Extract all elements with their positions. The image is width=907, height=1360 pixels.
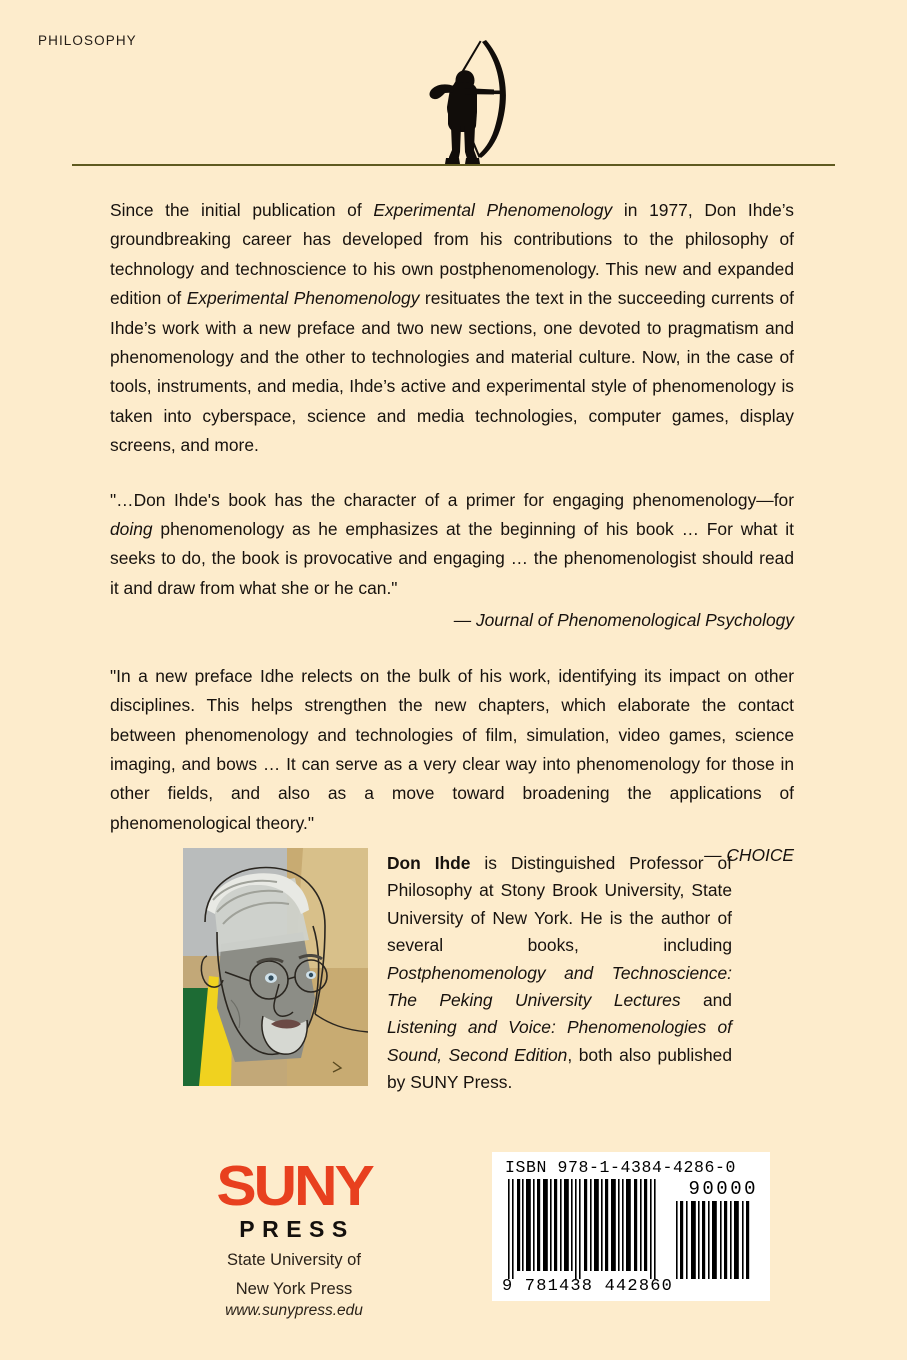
back-cover-copy bbox=[110, 196, 794, 897]
blurb-seg-2: in 1977, Don Ihde’s groundbreaking career has developed from his contributions to the philosophy of technology and technoscience to his own postphenomenology. This new and expanded edition of bbox=[110, 200, 794, 309]
ean13-bars bbox=[506, 1179, 664, 1279]
review-1-emph: doing bbox=[110, 519, 153, 540]
author-bio-seg-5: , both also published by SUNY Press. bbox=[387, 1044, 732, 1093]
author-book-title-1: Postphenomenology and Technoscience: The Peking University Lectures bbox=[387, 962, 732, 1011]
review-1-seg-0: "…Don Ihde's book has the character of a primer for engaging phenomenology—for bbox=[110, 489, 794, 510]
review-source-2: — CHOICE bbox=[704, 845, 794, 866]
suny-wordmark: SUNY bbox=[216, 1154, 372, 1218]
publisher-name-line-1: State University of bbox=[227, 1251, 361, 1269]
blurb-paragraph bbox=[110, 196, 794, 461]
author-bio-seg-1: is Distinguished Professor of Philosophy at Stony Brook University, State University of New York. He is the author of several books, including bbox=[387, 853, 732, 956]
press-wordmark: PRESS bbox=[239, 1216, 355, 1242]
author-name: Don Ihde bbox=[387, 853, 471, 873]
isbn-number: ISBN 978-1-4384-4286-0 bbox=[505, 1158, 737, 1177]
ean-human-readable: 9 781438 442860 bbox=[502, 1277, 674, 1296]
author-book-title-2: Listening and Voice: Phenomenologies of Sound, Second Edition bbox=[387, 1017, 732, 1065]
blurb-title-3: Experimental Phenomenology bbox=[186, 288, 420, 309]
header-divider bbox=[72, 164, 835, 166]
review-source-1: — Journal of Phenomenological Psychology bbox=[453, 610, 794, 631]
category-label: PHILOSOPHY bbox=[38, 33, 137, 48]
price-addon-number: 90000 bbox=[688, 1178, 758, 1200]
author-bio-seg-3: and bbox=[680, 990, 732, 1011]
blurb-title-1: Experimental Phenomenology bbox=[373, 200, 613, 220]
blurb-seg-4: resituates the text in the succeeding currents of Ihde’s work with a new preface and two new sections, one devoted to pragmatism and phenomenology and the other to technologies and material culture. Now, in the case of tools, instruments, and media, Ihde’s active and experimental style of phenomenology is taken into cyberspace, science and media technologies, computer games, display screens, and more. bbox=[110, 288, 795, 456]
author-bio-text bbox=[387, 850, 732, 1097]
author-portrait bbox=[183, 848, 368, 1086]
archer-silhouette-icon bbox=[408, 34, 538, 166]
review-2-seg-0: "In a new preface Idhe relects on the bulk of his work, identifying its impact on other disciplines. This helps strengthen the new chapters, which elaborate the contact between phenomenology and technologies of film, simulation, video games, science imaging, and bows … It can serve as a very clear way into phenomenology for those in other fields, and also as a move toward broadening the applications of phenomenological theory." bbox=[110, 665, 794, 833]
publisher-url[interactable]: www.sunypress.edu bbox=[225, 1302, 363, 1319]
blurb-seg-0: Since the initial publication of bbox=[110, 200, 374, 220]
publisher-name-line-2: New York Press bbox=[235, 1279, 353, 1298]
ean5-addon-bars bbox=[674, 1201, 752, 1279]
review-1-seg-2: phenomenology as he emphasizes at the beginning of his book … For what it seeks to do, the book is provocative and engaging … the phenomenologist should read it and draw from what she or he can." bbox=[110, 519, 794, 598]
review-quote-1 bbox=[110, 486, 794, 604]
publisher-logo[interactable] bbox=[196, 1154, 392, 1320]
review-quote-2 bbox=[110, 662, 794, 838]
isbn-barcode bbox=[492, 1152, 770, 1301]
